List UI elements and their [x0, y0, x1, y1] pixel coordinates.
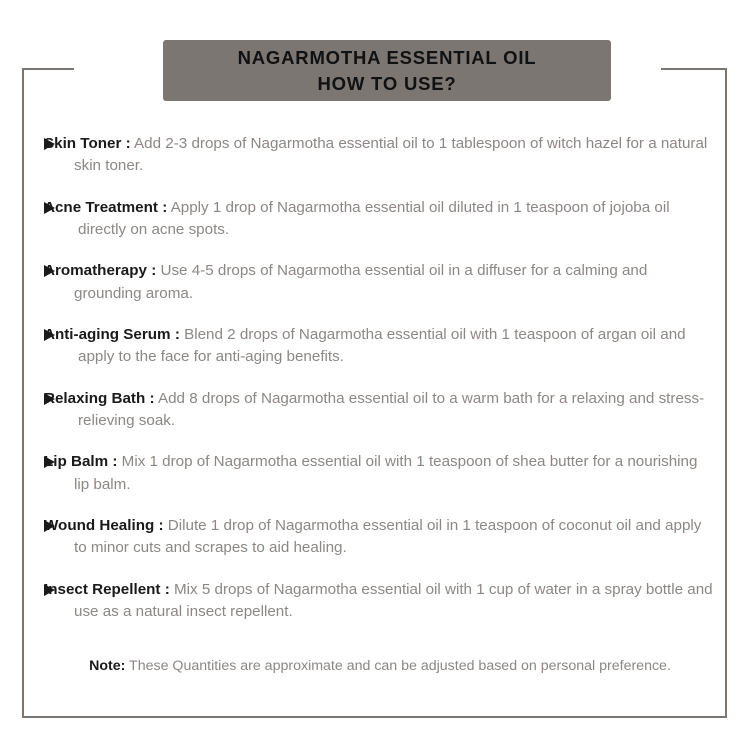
triangle-right-icon [44, 520, 55, 532]
tip-text: Mix 5 drops of Nagarmotha essential oil with 1 cup of water in a spray bottle and use as a natural insect repellent. [74, 580, 713, 621]
tip-text: Blend 2 drops of Nagarmotha essential oil with 1 teaspoon of argan oil and apply to the face for anti-aging benefits. [78, 326, 686, 366]
tip-label: Lip Balm [44, 453, 109, 471]
triangle-right-icon [44, 584, 55, 596]
note-text: These Quantities are approximate and can be adjusted based on personal preference. [129, 658, 671, 674]
tips-list [44, 133, 716, 643]
tip-label: Aromatherapy [44, 262, 147, 280]
tip-separator: : [174, 326, 180, 344]
tip-separator: : [164, 580, 170, 598]
tip-item [44, 451, 716, 496]
tip-body [44, 197, 716, 242]
tip-item [44, 324, 716, 369]
title-line-2: HOW TO USE? [317, 72, 457, 94]
note-section [44, 655, 716, 678]
tip-separator: : [112, 453, 118, 471]
tip-separator: : [125, 135, 131, 152]
tip-label: Wound Healing [44, 517, 155, 535]
tip-label: Insect Repellent [44, 580, 161, 598]
note-label: Note [89, 658, 121, 674]
tip-item [44, 133, 716, 178]
tip-body [44, 515, 716, 560]
title-banner [163, 40, 611, 101]
tip-separator: : [149, 389, 155, 407]
tip-text: Add 2-3 drops of Nagarmotha essential oil to 1 tablespoon of witch hazel for a natural skin toner. [74, 135, 708, 175]
tip-item [44, 579, 716, 624]
tip-body [44, 579, 716, 624]
tip-label: Anti-aging Serum [44, 326, 171, 344]
title-line-1: NAGARMOTHA ESSENTIAL OIL [237, 47, 537, 69]
tip-text: Dilute 1 drop of Nagarmotha essential oil in 1 teaspoon of coconut oil and apply to minor cuts and scrapes to aid healing. [74, 517, 702, 557]
tip-item [44, 260, 716, 305]
tip-body [44, 260, 716, 305]
triangle-right-icon [44, 265, 55, 277]
tip-separator: : [158, 517, 164, 535]
tip-body [44, 388, 716, 433]
tip-text: Use 4-5 drops of Nagarmotha essential oil in a diffuser for a calming and grounding aroma. [74, 262, 648, 302]
triangle-right-icon [44, 138, 55, 150]
tip-item [44, 515, 716, 560]
triangle-right-icon [44, 202, 55, 214]
tip-item [44, 197, 716, 242]
tip-body [44, 133, 716, 178]
tip-label: Skin Toner [44, 135, 122, 152]
note-separator: : [120, 658, 126, 674]
tip-label: Acne Treatment [44, 198, 158, 216]
tip-item [44, 388, 716, 433]
tip-text: Mix 1 drop of Nagarmotha essential oil with 1 teaspoon of shea butter for a nourishing lip balm. [74, 453, 698, 493]
tip-text: Add 8 drops of Nagarmotha essential oil to a warm bath for a relaxing and stress-relieving soak. [78, 389, 705, 430]
triangle-right-icon [44, 329, 55, 341]
tip-separator: : [151, 262, 157, 280]
tip-label: Relaxing Bath [44, 389, 146, 407]
tip-body [44, 324, 716, 369]
tip-body [44, 451, 716, 496]
frame-top-left-segment [22, 68, 74, 70]
tip-separator: : [162, 198, 168, 216]
frame-top-right-segment [661, 68, 727, 70]
triangle-right-icon [44, 393, 55, 405]
tip-text: Apply 1 drop of Nagarmotha essential oil diluted in 1 teaspoon of jojoba oil directly on acne spots. [78, 198, 670, 239]
triangle-right-icon [44, 456, 55, 468]
